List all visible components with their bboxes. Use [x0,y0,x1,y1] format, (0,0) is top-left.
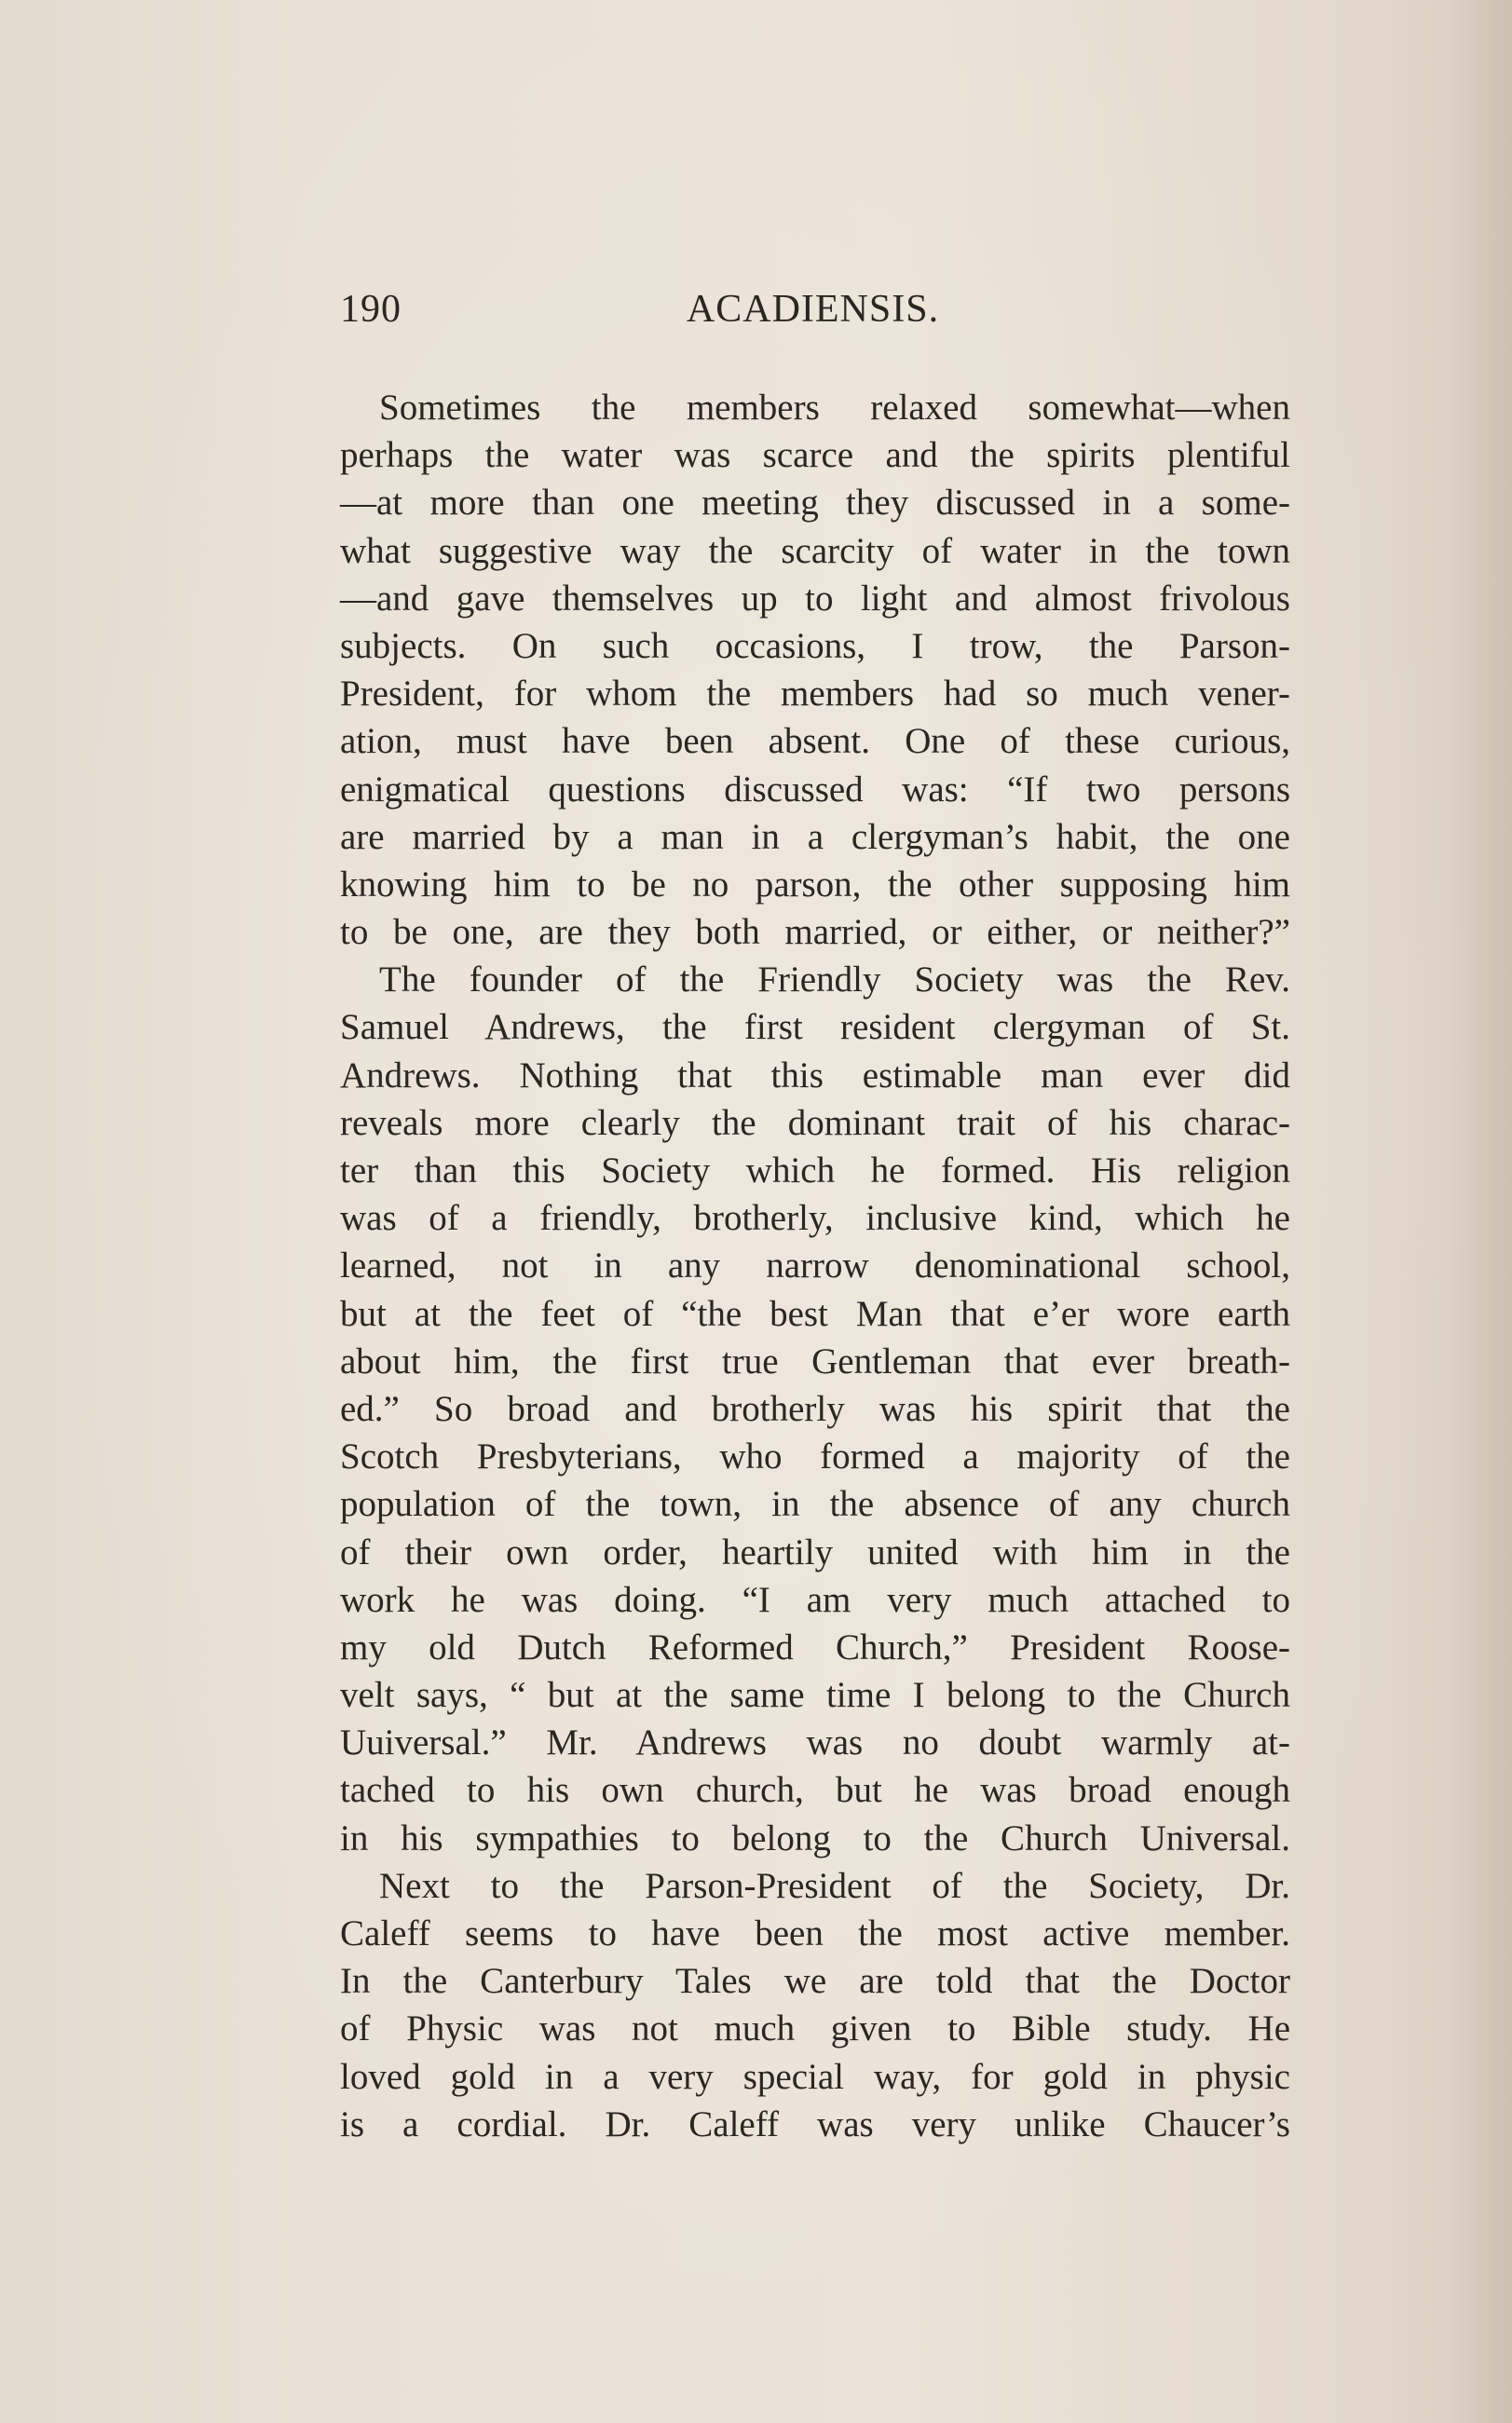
paragraph [340,956,1290,1862]
text-line: was of a friendly, brotherly, inclusive kind, which he [340,1198,1290,1239]
text-line: Sometimes the members relaxed somewhat—when [379,388,1290,428]
text-line: Uuiversal.” Mr. Andrews was no doubt warmly at- [340,1722,1290,1763]
text-line: about him, the first true Gentleman that ever breath- [340,1341,1290,1382]
running-title: ACADIENSIS. [686,288,940,331]
text-line: is a cordial. Dr. Caleff was very unlike Chaucer’s [340,2103,1290,2144]
text-line: ter than this Society which he formed. His religion [340,1150,1290,1191]
text-line: knowing him to be no parson, the other supposing him [340,864,1290,905]
text-line: Next to the Parson-President of the Society, Dr. [379,1865,1290,1906]
text-line: In the Canterbury Tales we are told that the Doctor [340,1961,1290,2002]
paragraph [340,1862,1290,2148]
text-line: are married by a man in a clergyman’s habit, the one [340,816,1290,857]
text-line: reveals more clearly the dominant trait of his charac- [340,1102,1290,1143]
paragraph [340,384,1290,956]
text-line: population of the town, in the absence of any church [340,1484,1290,1525]
text-line: to be one, are they both married, or either, or neither?” [340,912,1290,953]
text-line: work he was doing. “I am very much attached to [340,1579,1290,1620]
text-line: —at more than one meeting they discussed in a some- [340,483,1290,524]
text-line: of their own order, heartily united with him in the [340,1531,1290,1572]
text-line: President, for whom the members had so much vener- [340,674,1290,715]
text-line: subjects. On such occasions, I trow, the Parson- [340,625,1290,666]
text-line: tached to his own church, but he was broad enough [340,1770,1290,1811]
text-line: Andrews. Nothing that this estimable man ever did [340,1055,1290,1096]
text-line: in his sympathies to belong to the Church Universal. [340,1817,1290,1858]
text-line: enigmatical questions discussed was: “If two persons [340,769,1290,810]
text-line: learned, not in any narrow denominational school, [340,1246,1290,1286]
text-line: but at the feet of “the best Man that e’er wore earth [340,1293,1290,1334]
text-line: perhaps the water was scarce and the spirits plentiful [340,435,1290,476]
text-line: ation, must have been absent. One of these curious, [340,721,1290,762]
text-line: what suggestive way the scarcity of water in the town [340,530,1290,571]
text-line: The founder of the Friendly Society was the Rev. [379,960,1290,1001]
text-line: Scotch Presbyterians, who formed a majority of the [340,1436,1290,1477]
text-line: Samuel Andrews, the first resident clergyman of St. [340,1007,1290,1048]
text-line: velt says, “ but at the same time I belong to the Church [340,1675,1290,1716]
text-line: ed.” So broad and brotherly was his spirit that the [340,1388,1290,1429]
body-text [340,384,1290,2148]
running-head [340,287,1286,343]
text-line: Caleff seems to have been the most active member. [340,1913,1290,1953]
text-line: of Physic was not much given to Bible study. He [340,2008,1290,2049]
text-line: my old Dutch Reformed Church,” President Roose- [340,1627,1290,1668]
text-line: loved gold in a very special way, for gold in physic [340,2056,1290,2097]
page-number: 190 [340,288,402,331]
text-line: —and gave themselves up to light and almost frivolous [340,578,1290,619]
page-gutter-shadow [1447,0,1512,2423]
